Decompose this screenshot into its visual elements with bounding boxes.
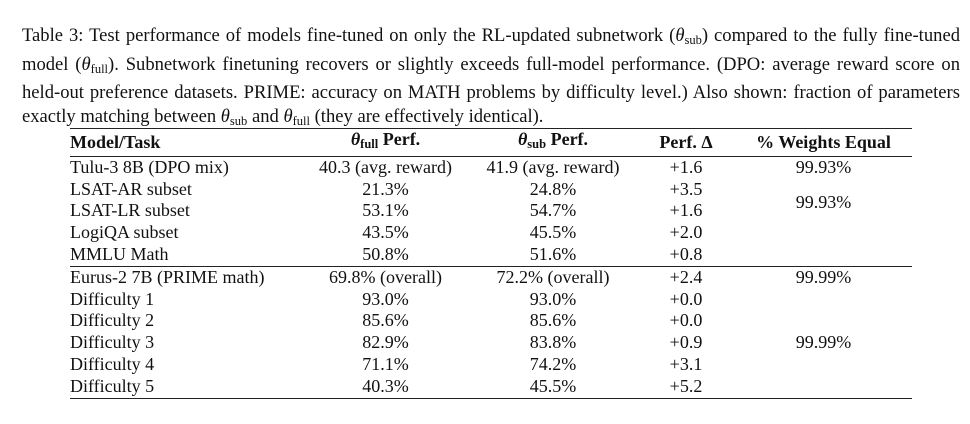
task-name: Difficulty 1 [70, 288, 155, 309]
full-perf-cell: 82.9% [362, 332, 409, 353]
table-row [70, 332, 912, 354]
task-name: LSAT-AR subset [70, 178, 192, 199]
full-perf-cell: 53.1% [362, 200, 409, 221]
weights-cell: 99.93% [795, 192, 852, 213]
sub-perf-cell: 45.5% [469, 376, 637, 398]
table-caption [22, 24, 960, 133]
sub-perf-cell: 45.5% [529, 222, 577, 243]
caption-text-3: ). Subnetwork finetuning recovers or slightly exceeds full-model performance. (DPO: average reward score on held-out preference datasets. PRIME: accuracy on MATH problems by difficulty level.) Also shown: fraction of parameters exactly matching between [22, 53, 960, 127]
table-row [70, 354, 912, 376]
delta-cell: +0.8 [637, 244, 735, 266]
group-eurus [70, 266, 912, 398]
task-name: Difficulty 2 [70, 310, 155, 331]
task-name: Difficulty 3 [70, 332, 155, 353]
caption-and: and [247, 105, 284, 127]
full-perf-cell: 21.3% [362, 178, 409, 199]
task-name: LogiQA subset [70, 222, 179, 243]
task-name: Difficulty 5 [70, 376, 302, 398]
full-perf-cell: 43.5% [362, 222, 409, 243]
delta-cell: +2.0 [669, 222, 703, 243]
header-perf-delta: Perf. Δ [659, 131, 713, 152]
header-full-perf: θfull Perf. [350, 129, 421, 151]
table-row [70, 310, 912, 332]
task-name: LSAT-LR subset [70, 200, 190, 221]
delta-cell: +1.6 [669, 200, 703, 221]
delta-cell: +3.1 [669, 353, 703, 374]
sub-perf-cell: 72.2% (overall) [496, 266, 610, 287]
empty-cell [735, 354, 912, 376]
header-model-task: Model/Task [70, 131, 161, 152]
results-table [70, 128, 912, 399]
empty-cell [735, 289, 912, 311]
sub-perf-cell: 85.6% [529, 310, 577, 331]
sub-perf-cell: 74.2% [529, 353, 577, 374]
delta-cell: +2.4 [669, 266, 703, 287]
table-row [70, 289, 912, 311]
full-perf-cell: 93.0% [362, 288, 409, 309]
table-row [70, 222, 912, 244]
delta-cell: +0.0 [669, 310, 703, 331]
model-name: Eurus-2 7B (PRIME math) [70, 266, 265, 287]
table-row [70, 376, 912, 398]
delta-cell: +5.2 [637, 376, 735, 398]
full-perf-cell: 40.3% [302, 376, 469, 398]
caption-text-1: Table 3: Test performance of models fine-tuned on only the RL-updated subnetwork ( [22, 25, 676, 46]
delta-cell: +1.6 [669, 156, 703, 177]
caption-text-4: (they are effectively identical). [309, 105, 544, 127]
empty-cell [735, 222, 912, 244]
empty-cell [735, 244, 912, 266]
sub-perf-cell: 41.9 (avg. reward) [486, 156, 620, 177]
full-perf-cell: 50.8% [302, 244, 469, 266]
full-perf-cell: 85.6% [362, 310, 409, 331]
group-tulu [70, 156, 912, 266]
full-perf-cell: 40.3 (avg. reward) [319, 156, 452, 177]
sub-perf-cell: 93.0% [529, 288, 577, 309]
delta-cell: +3.5 [669, 178, 703, 199]
delta-cell: +0.9 [669, 332, 703, 353]
task-name: MMLU Math [70, 244, 302, 266]
empty-cell [735, 376, 912, 398]
theta-full-symbol-2: $\theta_{full}$ [283, 105, 310, 128]
header-sub-perf: θsub Perf. [517, 129, 589, 151]
weights-cell: 99.93% [795, 156, 852, 177]
header-weights-equal: % Weights Equal [756, 131, 891, 152]
full-perf-cell: 69.8% (overall) [329, 266, 442, 287]
sub-perf-cell: 51.6% [469, 244, 637, 266]
table-row [70, 244, 912, 266]
table-row [70, 266, 912, 288]
theta-sub-symbol: $\theta_{sub}$ [675, 25, 702, 47]
delta-cell: +0.0 [669, 288, 703, 309]
theta-full-symbol: $\theta_{full}$ [81, 53, 109, 76]
table-header-row [70, 129, 912, 157]
full-perf-cell: 71.1% [362, 353, 409, 374]
empty-cell [735, 310, 912, 332]
weights-cell: 99.99% [795, 266, 852, 287]
sub-perf-cell: 24.8% [529, 178, 577, 199]
model-name: Tulu-3 8B (DPO mix) [70, 156, 229, 177]
task-name: Difficulty 4 [70, 353, 155, 374]
sub-perf-cell: 54.7% [529, 200, 577, 221]
weights-cell: 99.99% [795, 332, 852, 353]
theta-sub-symbol-2: $\theta_{sub}$ [220, 105, 248, 128]
table-row [70, 179, 912, 201]
sub-perf-cell: 83.8% [529, 332, 577, 353]
caption-text-2: ) compared to the fully fine-tuned model ( [22, 25, 960, 75]
